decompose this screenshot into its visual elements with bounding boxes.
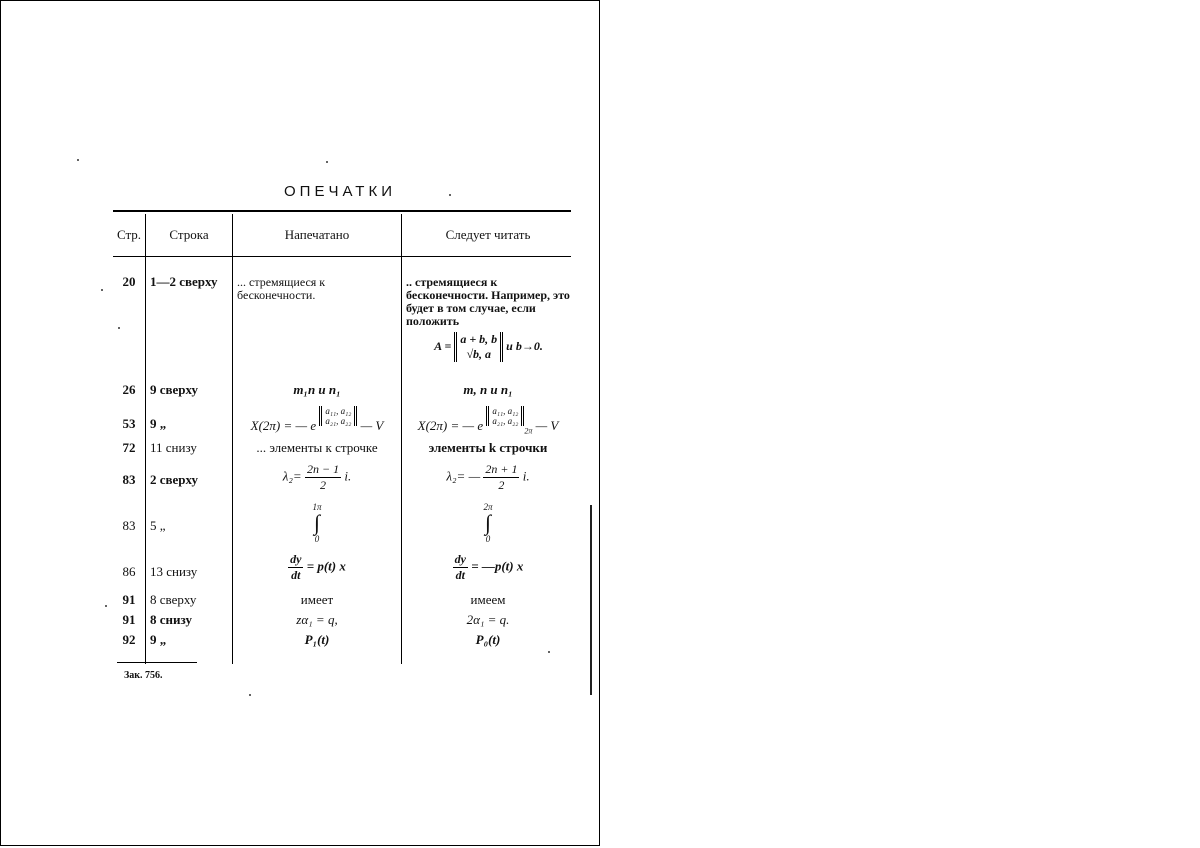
line-ref: 8 сверху (146, 592, 233, 612)
printed-formula: $\frac{dy}{dt}$ = p(t) x (233, 552, 402, 592)
table-row (113, 612, 574, 632)
fraction: $\frac{2n - 1}{2}$ (306, 462, 340, 492)
page-number: 83 (122, 472, 136, 487)
correction-formula: λ₂= — $\frac{2n + 1}{2}$ i. (402, 462, 575, 502)
table-row (113, 552, 574, 592)
correction-text: .. стремящиеся к бесконечности. Например, это будет в том случае, если положить (406, 275, 570, 328)
table-row (113, 406, 574, 440)
errata-table (113, 214, 574, 664)
scan-speck (77, 159, 79, 161)
header-page: Стр. (116, 227, 142, 242)
page-number: 26 (122, 382, 136, 397)
matrix-exponent: a₁₁, a₁₂ a₂₁, a₂₂ (486, 406, 524, 426)
correction-formula: A = a + b, b √b, a и b→0. (434, 332, 543, 361)
header-should-read: Следует читать (402, 214, 575, 256)
printed-text: ... стремящиеся к бесконечности. (233, 274, 402, 382)
correction-formula: $\frac{dy}{dt}$ = —p(t) x (402, 552, 575, 592)
line-ref: 9 сверху (146, 382, 233, 406)
integral-sign: 2π ∫ 0 (483, 502, 493, 544)
table-header-row (113, 214, 574, 256)
margin-rule (590, 505, 592, 695)
fraction: $\frac{2n + 1}{2}$ (485, 462, 518, 492)
printed-formula: X(2π) = — e a₁₁, a₁₂ a₂₁, a₂₂ — V (233, 406, 402, 440)
page-number: 72 (122, 440, 136, 455)
header-printed: Напечатано (233, 214, 402, 256)
matrix-norm: a + b, b √b, a (454, 332, 503, 362)
scan-speck (105, 605, 107, 607)
page-number: 53 (122, 416, 136, 431)
page-number: 86 (122, 564, 136, 579)
line-ref: 13 снизу (146, 552, 233, 592)
footer-rule (117, 662, 197, 663)
correction-formula: X(2π) = — e a₁₁, a₁₂ a₂₁, a₂₂ $_{2\pi}$ — V (402, 406, 575, 440)
printed-text: ... элементы к строчке (233, 440, 402, 462)
printed-integral (233, 502, 402, 552)
line-ref: 2 сверху (146, 462, 233, 502)
correction-text: элементы k строчки (402, 440, 575, 462)
line-ref: 8 снизу (146, 612, 233, 632)
table-row (113, 462, 574, 502)
line-ref: 9 „ (146, 406, 233, 440)
printed-text: P₁(t) (233, 632, 402, 664)
table-row (113, 502, 574, 552)
integral-sign: 1π ∫ 0 (312, 502, 322, 544)
matrix-exponent: a₁₁, a₁₂ a₂₁, a₂₂ (319, 406, 357, 426)
correction-cell (402, 274, 575, 382)
correction-text: 2α₁ = q. (402, 612, 575, 632)
fraction: $\frac{dy}{dt}$ (290, 552, 302, 582)
line-ref: 9 „ (146, 632, 233, 664)
printed-text: имеет (233, 592, 402, 612)
table-top-rule (113, 210, 571, 212)
page-number: 92 (122, 632, 136, 647)
correction-text: m, n и n₁ (402, 382, 575, 406)
scan-speck (101, 289, 103, 291)
page-number: 83 (122, 518, 136, 533)
correction-text: P₀(t) (402, 632, 575, 664)
table-row (113, 632, 574, 664)
table-row (113, 274, 574, 382)
page-number: 91 (122, 612, 136, 627)
table-row (113, 382, 574, 406)
header-line: Строка (146, 214, 233, 256)
table-row (113, 592, 574, 612)
correction-integral (402, 502, 575, 552)
scan-speck (326, 161, 328, 163)
table-row (113, 440, 574, 462)
page-number: 20 (122, 274, 136, 289)
scan-speck (249, 694, 251, 696)
printed-formula: λ₂= $\frac{2n - 1}{2}$ i. (233, 462, 402, 502)
printed-text: m₁n и n₁ (233, 382, 402, 406)
line-ref: 5 „ (146, 502, 233, 552)
line-ref: 1—2 сверху (146, 274, 233, 382)
printed-text: zα₁ = q, (233, 612, 402, 632)
page-title: ОПЕЧАТКИ (284, 183, 396, 200)
fraction: $\frac{dy}{dt}$ (454, 552, 466, 582)
correction-text: имеем (402, 592, 575, 612)
line-ref: 11 снизу (146, 440, 233, 462)
order-number: Зак. 756. (124, 670, 163, 681)
page-number: 91 (122, 592, 136, 607)
